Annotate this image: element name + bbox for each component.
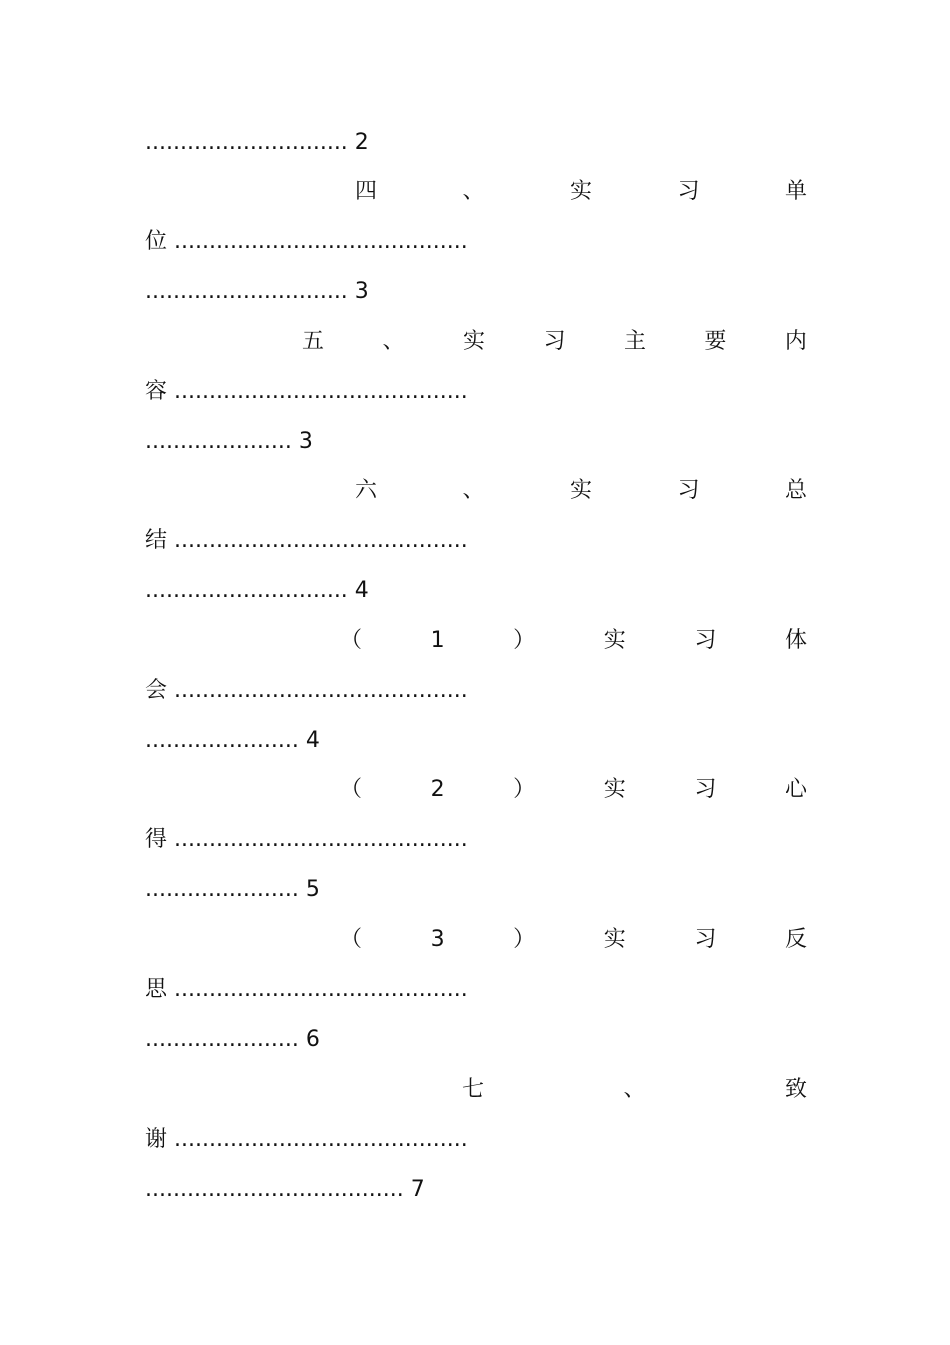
toc-continuation-line [145,524,807,558]
toc-heading-char: 体 [784,628,807,653]
toc-heading-char: 1 [430,628,445,653]
toc-heading-line [302,325,807,359]
toc-heading-char: 习 [677,179,700,204]
toc-continuation-line [145,973,807,1007]
toc-leader: .......................................... [174,528,468,553]
toc-page-number: 7 [410,1177,425,1202]
toc-page-line [145,275,807,309]
toc-page-number: 6 [305,1027,320,1052]
toc-heading-char: 、 [462,179,485,204]
toc-heading-char: 七 [462,1077,485,1102]
toc-page-number: 5 [305,877,320,902]
toc-leader: .......................................... [174,379,468,404]
toc-heading-char: 总 [784,478,807,503]
toc-heading-line [340,923,807,957]
toc-page-line [145,574,807,608]
toc-heading-char: 习 [694,927,717,952]
toc-leader: ...................... [145,728,306,753]
toc-page-line [145,724,807,758]
toc-leader: ...................... [145,877,306,902]
toc-leader: ...................... [145,1027,306,1052]
toc-page-line [145,1023,807,1057]
toc-heading-char: 习 [694,777,717,802]
toc-heading-char: 实 [569,179,592,204]
toc-heading-char: 要 [704,329,727,354]
toc-page-line [145,1173,807,1207]
toc-heading-char: 习 [543,329,566,354]
toc-heading-char: 位 [145,229,168,254]
toc-heading-char: （ [340,628,363,653]
toc-heading-char: 反 [784,927,807,952]
toc-heading-char: 思 [145,977,168,1002]
toc-heading-line [462,1073,807,1107]
toc-page-line [145,873,807,907]
toc-heading-char: 、 [623,1077,646,1102]
toc-heading-line [340,773,807,807]
toc-heading-char: 五 [302,329,325,354]
toc-heading-char: 会 [145,678,168,703]
toc-heading-char: 3 [430,927,445,952]
toc-continuation-line [145,225,807,259]
toc-heading-char: 实 [603,927,626,952]
toc-leader: ............................. [145,578,355,603]
toc-heading-char: 谢 [145,1127,168,1152]
toc-heading-char: 2 [430,777,445,802]
toc-heading-char: 容 [145,379,168,404]
toc-continuation-line [145,674,807,708]
toc-page-number: 3 [298,429,313,454]
toc-heading-char: 四 [355,179,378,204]
toc-page-line [145,425,807,459]
toc-heading-char: 心 [784,777,807,802]
toc-heading-char: ） [513,628,536,653]
toc-heading-char: （ [340,777,363,802]
toc-heading-char: （ [340,927,363,952]
toc-page-number: 4 [354,578,369,603]
toc-heading-line [355,474,807,508]
toc-heading-line [340,624,807,658]
toc-heading-char: 实 [569,478,592,503]
toc-leader: .......................................... [174,977,468,1002]
toc-leader: ..................................... [145,1177,411,1202]
toc-heading-char: 致 [784,1077,807,1102]
toc-page-number: 4 [305,728,320,753]
toc-heading-char: ） [513,777,536,802]
toc-heading-char: ） [513,927,536,952]
toc-heading-char: 单 [784,179,807,204]
toc-leader: ............................. [145,130,355,155]
toc-page-line [145,126,807,160]
toc-page-number: 2 [354,130,369,155]
toc-heading-char: 习 [694,628,717,653]
toc-heading-char: 结 [145,528,168,553]
toc-heading-line [355,175,807,209]
toc-heading-char: 内 [784,329,807,354]
toc-heading-char: 习 [677,478,700,503]
toc-leader: .......................................... [174,678,468,703]
toc-leader: ............................. [145,279,355,304]
toc-heading-char: 、 [462,478,485,503]
toc-heading-char: 实 [603,628,626,653]
toc-heading-char: 主 [623,329,646,354]
toc-leader: .......................................... [174,827,468,852]
toc-page-number: 3 [354,279,369,304]
toc-continuation-line [145,1123,807,1157]
toc-heading-char: 六 [355,478,378,503]
toc-continuation-line [145,823,807,857]
toc-heading-char: 得 [145,827,168,852]
toc-heading-char: 、 [382,329,405,354]
toc-heading-char: 实 [603,777,626,802]
toc-leader: .......................................... [174,1127,468,1152]
toc-leader: .......................................... [174,229,468,254]
toc-continuation-line [145,375,807,409]
toc-leader: ..................... [145,429,299,454]
toc-heading-char: 实 [462,329,485,354]
